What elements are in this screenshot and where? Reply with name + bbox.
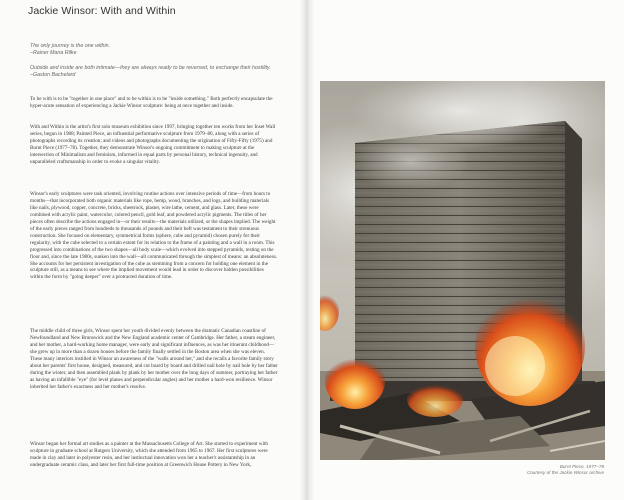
burnt-piece-illustration — [320, 81, 605, 460]
body-paragraph: With and Within is the artist's first solo museum exhibition since 1997, bringing together ten works from her Inset Wall series, begun in 1988; Painted Piece, an influential performative sculpture from 1979–80, along with a series of photographs recording its creation; and videos and photographs documenting the origination of Fifty-Fifty (1975) and Burnt Piece (1977–78). Together, they demonstrate Winsor's ongoing commitment to making sculpture at the intersection of Minimalism and feminism, informed in equal parts by personal history, technical ingenuity, and unparalleled craftsmanship in order to evoke a singular vitality. — [30, 124, 276, 165]
epigraph-quote: Outside and inside are both intimate—they are always ready to be reversed, to exchange their hostility. — [30, 65, 271, 71]
body-paragraph: Winsor began her formal art studies as a painter at the Massachusetts College of Art. She started to experiment with sculpture in graduate school at Rutgers University, which she attended from 1965 to 1967. Her first sculptures were made in clay and later in polyester resin, and her instinctual innovation won her a teacher's assistantship in an undergraduate ceramic class, and later her first full-time position at Greenwich House Pottery in New York, — [30, 441, 268, 468]
epigraph-author: –Rainer Maria Rilke — [30, 50, 77, 56]
book-gutter — [300, 0, 314, 500]
epigraph-author: –Gaston Bachelard — [30, 72, 76, 78]
epigraph-quote: The only journey is the one within. — [30, 43, 111, 49]
epigraph-bachelard — [30, 65, 278, 79]
epigraph-rilke — [30, 43, 278, 57]
body-paragraph: To be with is to be "together in one place" and to be within is to be "inside something." Both perfectly encapsulate the hyper-acute sensation of experiencing a Jackie Winsor sculpture: being at once together and inside. — [30, 96, 273, 109]
caption-title: Burnt Piece, 1977–78 — [559, 464, 604, 469]
caption-credit: Courtesy of the Jackie Winsor archive — [526, 470, 604, 475]
body-paragraph: Winsor's early sculptures were task oriented, involving routine actions over intensive periods of time—from hours to months—that incorporated both organic materials like rope, hemp, wood, branches, and logs, and building materials like nails, plywood, copper, concrete, bricks, sheetrock, plaster, wire lathe, cement, and glass. Later, these were combined with acrylic paint, watercolor, colored pencil, gold leaf, and powdered acrylic pigments. The titles of her pieces often describe the actions engaged in—or their results—the materials utilized, or the shapes implied. The weight of the early pieces ranged from hundreds to thousands of pounds and their heft was testament to their strenuous construction. She focused on elementary, symmetrical forms (sphere, cube and pyramid) chosen purely for their regularity, with the cube selected to a certain extent for its relation to the frame of a painting and a wall in a room. This progressed into combinations of the two shapes—all body scale—which evolved into stepped pyramids, resting on the floor and, since the late 1980s, sunken into the wall—all communicated through the simplest of means: an absoluteness. She accounts for her persistent investigation of the cube as stemming from a concern for holding one element in the sculpture still, as a means to see where the implied movement would lead in order to discover hidden possibilities within the form by "going deeper" over a protracted duration of time. — [30, 191, 277, 281]
body-paragraph: The middle child of three girls, Winsor spent her youth divided evenly between the dramatic Canadian coastline of Newfoundland and New Brunswick and the New England academic center of Cambridge. Her father, a steam engineer, and her mother, a hard-working home manager, were early and significant influences, as was her itinerant childhood—she grew up in more than a dozen houses before the family finally settled in the Boston area when she was eleven. These many interiors instilled in Winsor an awareness of the "walls around her," and she recalls a favorite family story about her parents' first house, designed, measured, and cut board by board and drilled nail hole by nail hole by her father during the winter, and then assembled plank by plank by her mother over the long days of summer, portraying her father as having an infallible "eye" (for level planes and perpendicular angles) and her mother a hard-won resilience. Winsor inherited her father's exactness and her mother's resolve. — [30, 328, 278, 390]
burnt-piece-photo — [320, 81, 605, 460]
page-title: Jackie Winsor: With and Within — [28, 5, 176, 17]
photo-caption — [527, 464, 604, 476]
